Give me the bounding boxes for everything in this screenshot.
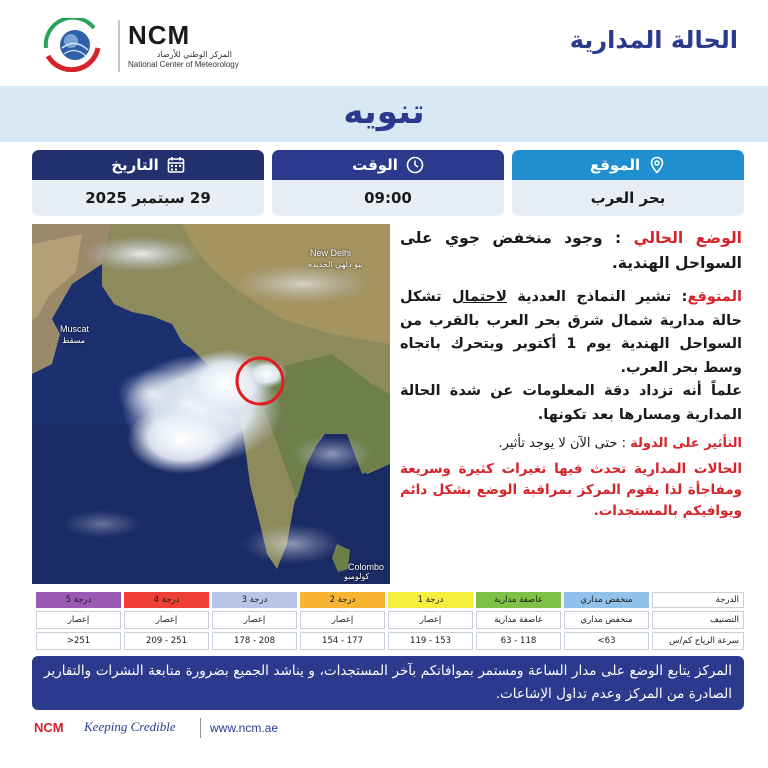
location-card — [512, 150, 744, 216]
category-class: منخفض مداري — [564, 611, 649, 629]
table-column-grade-1 — [388, 592, 473, 650]
table-column-grade-3 — [212, 592, 297, 650]
expected-text-2: تشكل حالة مدارية شمال شرق بحر العرب بالقرب من السواحل الهندية يوم 1 أكتوبر ويتحرك باتجاه وسط بحر العرب. — [400, 289, 742, 376]
category-wind-speed: 153 - 119 — [388, 632, 473, 650]
current-status-text: : وجود منخفض جوي على السواحل الهندية. — [400, 229, 742, 272]
time-label: الوقت — [352, 156, 398, 174]
category-header: منخفض مداري — [564, 592, 649, 608]
map-label-new-delhi-ar: نيو دلهي الجديدة — [308, 260, 363, 269]
category-wind-speed: 251 - 209 — [124, 632, 209, 650]
row-label-grade: الدرجة — [652, 592, 744, 608]
location-pin-icon — [648, 156, 666, 174]
table-label-column — [652, 592, 744, 650]
category-class: عاصفة مدارية — [476, 611, 561, 629]
map-label-colombo: Colombo — [348, 562, 385, 572]
footer-brand: NCM — [34, 720, 64, 735]
row-label-wind-speed: سرعة الرياح كم/س — [652, 632, 744, 650]
category-header: درجة 5 — [36, 592, 121, 608]
date-value: 29 سبتمبر 2025 — [85, 189, 211, 207]
category-class: إعصار — [124, 611, 209, 629]
clock-icon — [406, 156, 424, 174]
category-wind-speed: 177 - 154 — [300, 632, 385, 650]
category-class: إعصار — [388, 611, 473, 629]
tropical-classification-table — [32, 592, 744, 650]
logo-arabic-name: المركز الوطني للأرصاد — [156, 50, 232, 59]
footer-website-link[interactable]: www.ncm.ae — [210, 721, 279, 735]
footer-slogan: Keeping Credible — [84, 719, 176, 734]
category-header: عاصفة مدارية — [476, 592, 561, 608]
row-label-class: التصنيف — [652, 611, 744, 629]
category-header: درجة 3 — [212, 592, 297, 608]
current-status-label: الوضع الحالي — [633, 229, 742, 247]
impact-label: التأثير على الدولة — [630, 436, 742, 451]
satellite-image — [32, 224, 390, 584]
advisory-note: المركز يتابع الوضع على مدار الساعة ومستمر بموافاتكم بآخر المستجدات، و يناشد الجميع بضرورة متابعة النشرات والتقارير الصادرة من المركز وعدم تداول الإشاعات. — [32, 656, 744, 710]
location-label: الموقع — [589, 156, 641, 174]
impact-text: : حتى الآن لا يوجد تأثير. — [498, 436, 626, 451]
logo-divider — [118, 20, 120, 72]
time-card — [272, 150, 504, 216]
location-card-header — [512, 150, 744, 180]
category-header: درجة 1 — [388, 592, 473, 608]
footer-divider — [200, 718, 201, 738]
logo-english-name: National Center of Meteorology — [128, 60, 239, 69]
header — [0, 0, 768, 86]
time-value: 09:00 — [364, 189, 412, 207]
category-wind-speed: 118 - 63 — [476, 632, 561, 650]
warning-paragraph: الحالات المدارية تحدث فيها تغيرات كثيرة وسريعة ومفاجأة لذا يقوم المركز بمراقبة الوضع بشكل دائم ويوافيكم بالمستجدات. — [400, 461, 742, 519]
map-label-muscat: Muscat — [60, 324, 90, 334]
table-column-grade-4 — [124, 592, 209, 650]
date-card — [32, 150, 264, 216]
category-wind-speed: 63> — [564, 632, 649, 650]
satellite-map — [32, 224, 390, 584]
date-label: التاريخ — [111, 156, 159, 174]
forecast-text — [400, 226, 742, 522]
expected-paragraph — [400, 286, 742, 380]
table-column-grade-5 — [36, 592, 121, 650]
date-card-header — [32, 150, 264, 180]
current-status-paragraph — [400, 226, 742, 276]
accuracy-note: علماً أنه تزداد دقة المعلومات عن شدة الحالة المدارية ومسارها بعد تكونها. — [400, 383, 742, 423]
location-value: بحر العرب — [590, 189, 666, 207]
table-column-tropical-depression — [564, 592, 649, 650]
notice-banner — [0, 86, 768, 142]
map-label-muscat-ar: مسقط — [62, 336, 86, 345]
notice-title: تنويه — [343, 92, 425, 132]
category-class: إعصار — [36, 611, 121, 629]
table-column-tropical-storm — [476, 592, 561, 650]
category-header: درجة 4 — [124, 592, 209, 608]
expected-text-1: : تشير النماذج العددية — [506, 289, 688, 305]
category-wind-speed: 208 - 178 — [212, 632, 297, 650]
map-label-colombo-ar: كولومبو — [344, 572, 370, 581]
category-class: إعصار — [212, 611, 297, 629]
ncm-globe-logo-icon — [42, 18, 104, 72]
time-card-header — [272, 150, 504, 180]
page-title: الحالة المدارية — [569, 26, 738, 54]
map-label-new-delhi: New Delhi — [310, 248, 352, 258]
category-class: إعصار — [300, 611, 385, 629]
expected-label: المتوقع — [687, 289, 742, 305]
category-header: درجة 2 — [300, 592, 385, 608]
logo-text: NCM — [128, 20, 191, 50]
calendar-icon — [167, 156, 185, 174]
expected-highlight: لاحتمال — [451, 289, 507, 305]
table-column-grade-2 — [300, 592, 385, 650]
impact-paragraph — [400, 433, 742, 455]
category-wind-speed: 251< — [36, 632, 121, 650]
